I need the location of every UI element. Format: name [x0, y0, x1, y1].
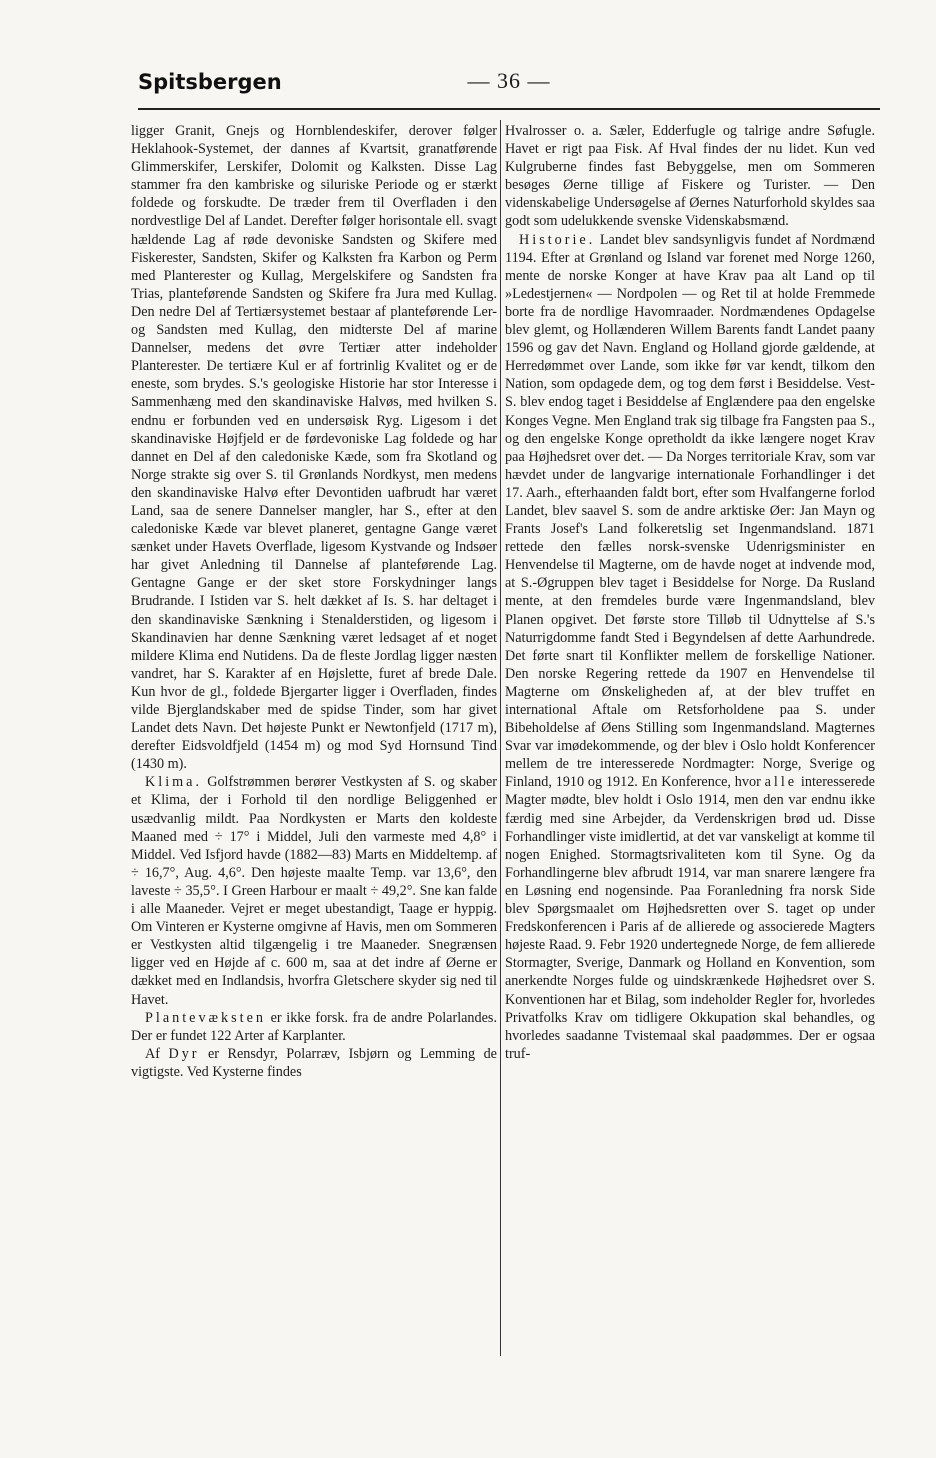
climate-text: Golfstrømmen berører Vestkysten af S. og skaber et Klima, der i Forhold til den nordlige Beliggenhed er usædvanlig mildt. Paa Nordkysten er Marts den koldeste Maaned med ÷ 17° i Middel, Juli den varmeste med 4,8° i Middel. Ved Isfjord havde (1882—83) Marts en Middeltemp. af ÷ 16,7°, Aug. 4,6°. Den højeste maalte Temp. var 13,6°, den laveste ÷ 35,5°. I Green Harbour er maalt ÷ 49,2°. Sne kan falde i alle Maaneder. Vejret er meget ubestandigt, Taage er hyppig. Om Vinteren er Kysterne omgivne af Havis, men om Sommeren er Vestkysten altid tilgængelig i tre Maaneder. Snegrænsen ligger ved en Højde af c. 600 m, saa at det indre af Øerne er dækket med en Indlandsis, hvorfra Gletschere skyder sig ned til Havet. — [131, 774, 497, 1008]
right-column — [505, 122, 875, 1063]
fauna-continued-paragraph: Hvalrosser o. a. Sæler, Edderfugle og talrige andre Søfugle. Havet er rigt paa Fisk. Af Hval findes der nu lidet. Kun ved Kulgruberne findes fast Bebyggelse, men om Sommeren besøges Øerne tillige af Fiskere og Turister. — Den videnskabelige Undersøgelse af Øernes Naturforhold skyldes saa godt som udelukkende svenske Videnskabsmænd. — [505, 123, 875, 230]
history-paragraph — [505, 231, 875, 1063]
flora-text: er ikke forsk. fra de andre Polarlandes. Der er fundet 122 Arter af Karplanter. — [131, 1009, 497, 1044]
page-header — [138, 62, 880, 102]
history-text-a: Landet blev sandsynligvis fundet af Nordmænd 1194. Efter at Grønland og Island var forenet med Norge 1260, mente de norske Konger at have Krav paa alt Land op til »Ledestjernen« — Nordpolen — og Ret til at holde Fremmede borte fra de nordlige Havomraader. Nordmændenes Opdagelse blev glemt, og Hollænderen Willem Barents fandt Landet paany 1596 og gav det Navn. England og Holland gjorde gældende, at Herredømmet over Lande, som ikke før var kendt, tilkom den Nation, som opdagede dem, og tog dem først i Besiddelse. Vest-S. blev endog taget i Besiddelse af Englændere paa den engelske Konges Vegne. Men England trak sig tilbage fra Fangsten paa S., og den engelske Konge opretholdt da ikke længere noget Krav paa Højhedsret over det. — Da Norges territoriale Krav, som var hævdet under de langvarige internationale Forhandlinger i det 17. Aarh., efterhaanden faldt bort, efter som Hvalfangerne forlod Landet, blev saavel S. som de andre arktiske Øer: Jan Mayn og Frants Josef's Land folkeretslig set Ingenmandsland. 1871 rettede den fælles norsk-svenske Udenrigsminister en Henvendelse til Magterne, om de havde noget at indvende mod, at S.-Øgruppen blev taget i Besiddelse for Norge. Da Rusland mente, at den fremdeles burde være Ingenmandsland, blev Planen opgivet. Det første store Tilløb til Udnyttelse af S.'s Naturrigdomme fandt Sted i Begyndelsen af dette Aarhundrede. Det førte snart til Konflikter mellem de forskellige Nationer. Den norske Regering rettede da 1907 en Henvendelse til Magterne om Ønskeligheden af, at der blev truffet en international Aftale om Retsforholdene paa S. under Bibeholdelse af Øens Stilling som Ingenmandsland. Magternes Svar var imødekommende, og der blev i Oslo holdt Konferencer mellem de tre interesserede Nordmagter: Norge, Sverige og Finland, 1910 og 1912. En Konference, hvor — [505, 231, 875, 791]
page-number: — 36 — — [467, 68, 551, 93]
climate-paragraph — [131, 773, 497, 1008]
geology-paragraph: ligger Granit, Gnejs og Hornblendeskifer, derover følger Heklahook-Systemet, der dannes af Kvartsit, granatførende Glimmerskifer, Lerskifer, Dolomit og Kalksten. Disse Lag stammer fra den kambriske og siluriske Periode og er stærkt foldede og forskudte. De træder frem til Overfladen i den nordvestlige Del af Landet. Derefter følger horisontale ell. svagt hældende Lag af røde devoniske Sandsten og Skifere med Fiskerester, Sandsten, Skifer og Kalksten fra Karbon og Perm med Planterester og Kullag, Mergelskifere og Sandsten fra Trias, planteførende Sandsten og Skifere fra Jura med Kullag. Den nedre Del af Tertiærsystemet bestaar af planteførende Ler- og Sandsten med Kullag, den midterste Del af marine Dannelser, medens det øvre Tertiær atter indeholder Planterester. De tertiære Kul er af fortrinlig Kvalitet og er de eneste, som brydes. S.'s geologiske Historie har stor Interesse i Sammenhæng med den skandinaviske Halvøs, med hvilken S. endnu er forbunden ved en undersøisk Ryg. Ligesom i det skandinaviske Højfjeld er de førdevoniske Lag foldede og har dannet en Del af den caledoniske Kæde, som fra Skotland og Norge strakte sig over S. til Grønlands Nordkyst, men medens den skandinaviske Halvø efter Devontiden uafbrudt har været Land, saa de senere Dannelser mangler, har S., efter at den caledoniske Kæde var blevet planeret, gentagne Gange været sænket under Havets Overflade, ligesom Kystvande og Indsøer har givet Anledning til Dannelse af planteførende Lag. Gentagne Gange er der sket store Forskydninger langs Brudrande. I Istiden var S. helt dækket af Is. S. har deltaget i den skandinaviske Sænkning i Stenalderstiden, og ligesom i Skandinavien har denne Sænkning været ledsaget af et noget mildere Klima end Nutidens. Da de fleste Jordlag ligger næsten vandret, har S. Karakter af en Højslette, furet af brede Dale. Kun hvor de gl., foldede Bjergarter ligger i Overfladen, findes vilde Bjerglandskaber med de spidse Tinder, som har givet Landet dets Navn. Det højeste Punkt er Newtonfjeld (1717 m), derefter Eidsvoldfjeld (1454 m) og mod Syd Hornsund Tind (1430 m). — [131, 123, 497, 773]
history-heading: Historie. — [519, 231, 596, 248]
fauna-heading: Dyr — [168, 1045, 200, 1062]
column-rule — [500, 120, 501, 1356]
running-title: Spitsbergen — [138, 70, 282, 94]
fauna-prefix: Af — [145, 1045, 169, 1062]
flora-heading: Plantevæksten — [145, 1009, 266, 1026]
history-text-b: interesserede Magter mødte, blev holdt i Oslo 1914, men den var endnu ikke færdig med sine Arbejder, da Verdenskrigen brød ud. Disse Forhandlinger viste imidlertid, at det var vanskeligt at komme til nogen Enighed. Stormagtsrivaliteten kom til Syne. Og da Forhandlingerne blev afbrudt 1914, var man snarere længere fra en Løsning end nogensinde. Paa Foranledning fra norsk Side blev Spørgsmaalet om Højhedsretten over S. taget op under Fredskonferencen i Paris af de allierede og associerede Magters højeste Raad. 9. Febr 1920 undertegnede Norge, de fem allierede Stormagter, Sverige, Danmark og Holland en Konvention, som anerkendte Norges fulde og uindskrænkede Højhedsret over S. Konventionen har et Bilag, som indeholder Regler for, hvorledes Privatfolks Krav om tidligere Okkupation skal behandles, og hvorledes saadanne Tvistemaal skal paadømmes. Der er ogsaa truf- — [505, 774, 875, 1062]
left-column — [131, 122, 497, 1081]
header-rule — [138, 108, 880, 110]
history-emphasis: alle — [764, 774, 798, 791]
fauna-paragraph — [131, 1045, 497, 1081]
fauna-text: er Rensdyr, Polarræv, Isbjørn og Lemming de vigtigste. Ved Kysterne findes — [131, 1045, 497, 1080]
flora-paragraph — [131, 1009, 497, 1045]
climate-heading: Klima. — [145, 774, 203, 791]
